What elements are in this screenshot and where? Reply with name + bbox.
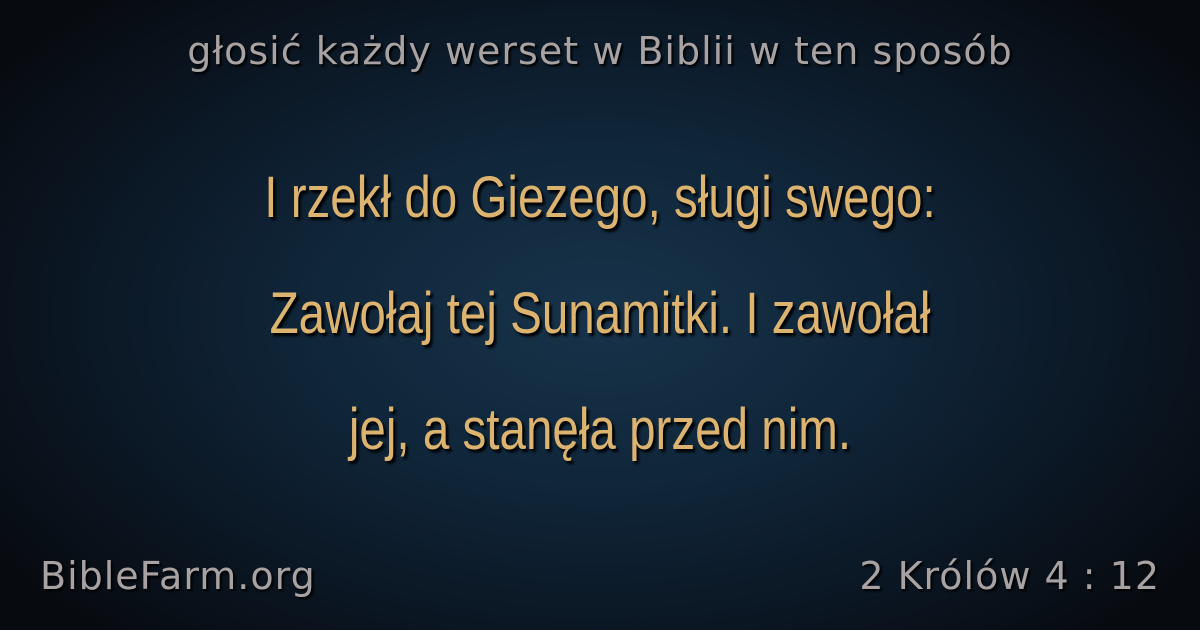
site-name: BibleFarm.org	[40, 554, 316, 598]
verse-line: I rzekł do Giezego, sługi swego:	[264, 165, 936, 230]
tagline: głosić każdy werset w Biblii w ten sposób	[187, 29, 1013, 73]
verse-reference: 2 Królów 4 : 12	[859, 554, 1160, 598]
verse-line: jej, a stanęła przed nim.	[348, 397, 852, 462]
verse-text	[141, 140, 1059, 488]
verse-line: Zawołaj tej Sunamitki. I zawołał	[269, 281, 931, 346]
